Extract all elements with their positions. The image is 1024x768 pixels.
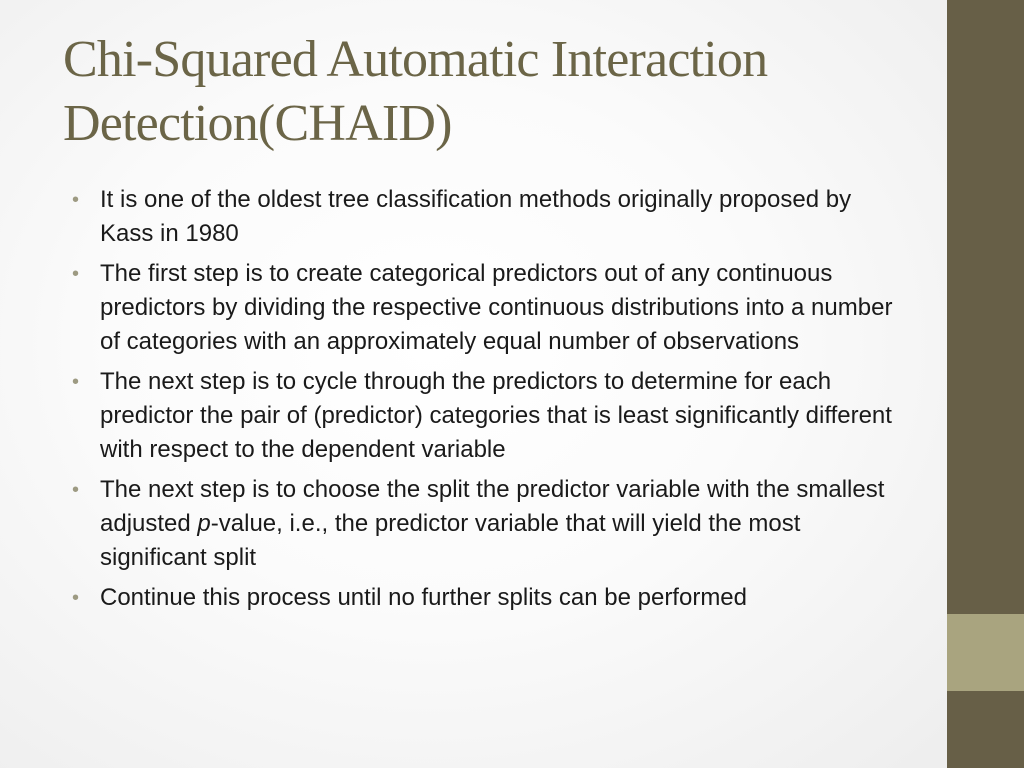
bullet-dot-icon: • [72,263,80,285]
bullet-item [72,365,902,467]
bullet-item [72,581,902,615]
p-value-symbol: p [197,510,211,537]
side-bar-accent-block [947,614,1024,691]
bullet-text: The next step is to cycle through the predictors to determine for each predictor the pair of (predictor) categories that is least significantly different with respect to the dependent variable [100,368,892,463]
bullet-dot-icon: • [72,189,80,211]
bullet-dot-icon: • [72,587,80,609]
bullet-text-part: -value, i.e., the predictor variable that will yield the most significant split [100,510,801,571]
bullet-item [72,257,902,359]
bullet-text [100,476,884,571]
bullet-text: The first step is to create categorical predictors out of any continuous predictors by dividing the respective continuous distributions into a number of categories with an approximately equal number of observations [100,260,893,355]
bullet-dot-icon: • [72,479,80,501]
side-bar-decoration [947,0,1024,768]
bullet-text-part: The next step is to choose the split the predictor variable with the smallest adjusted [100,476,885,537]
side-bar-bottom-block [947,691,1024,768]
bullet-list [72,183,902,621]
bullet-item [72,473,902,575]
bullet-text: Continue this process until no further splits can be performed [100,584,748,611]
bullet-text: It is one of the oldest tree classification methods originally proposed by Kass in 1980 [100,186,852,247]
bullet-dot-icon: • [72,371,80,393]
slide-title: Chi-Squared Automatic Interaction Detection(CHAID) [63,31,768,152]
side-bar-top-block [947,0,1024,614]
bullet-item [72,183,902,251]
